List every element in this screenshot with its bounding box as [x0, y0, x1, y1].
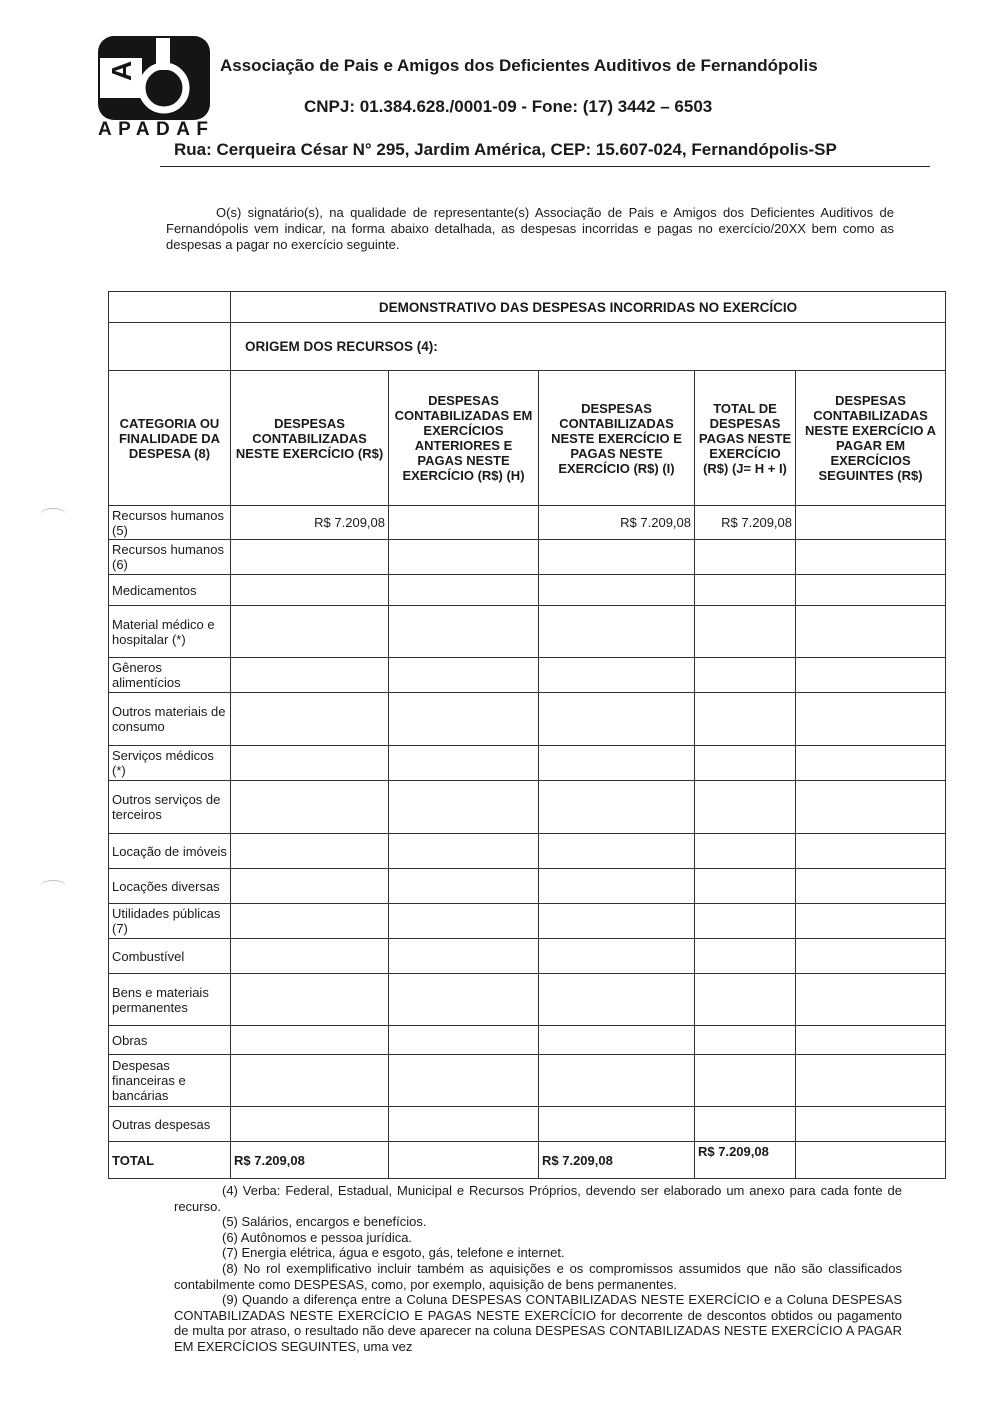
value-cell: [539, 746, 695, 781]
value-cell: [796, 658, 946, 693]
col-header-to-pay: DESPESAS CONTABILIZADAS NESTE EXERCÍCIO A PAGAR EM EXERCÍCIOS SEGUINTES (R$): [796, 371, 946, 506]
value-cell: [389, 575, 539, 606]
punch-hole-mark: [40, 880, 66, 893]
category-cell: Material médico e hospitalar (*): [109, 606, 231, 658]
value-cell: [231, 746, 389, 781]
cnpj-phone-line: CNPJ: 01.384.628./0001-09 - Fone: (17) 3442 – 6503: [304, 97, 713, 116]
intro-paragraph: [166, 205, 894, 253]
value-cell: [695, 575, 796, 606]
value-cell: [231, 781, 389, 834]
value-cell: [695, 658, 796, 693]
table-row: [109, 606, 946, 658]
category-cell: Recursos humanos (5): [109, 506, 231, 540]
intro-text: O(s) signatário(s), na qualidade de representante(s) Associação de Pais e Amigos dos Deficientes Auditivos de Fernandópolis vem indicar, na forma abaixo detalhada, as despesas incorridas e pagas no exercício/20XX bem como as despesas a pagar no exercício seguinte.: [166, 205, 894, 252]
footnote: (8) No rol exemplificativo incluir também as aquisições e os compromissos assumidos que não são classificados contabilmente como DESPESAS, como, por exemplo, aquisição de bens permanentes.: [174, 1260, 902, 1292]
value-cell: [389, 658, 539, 693]
table-row: [109, 904, 946, 939]
total-cell: [796, 1142, 946, 1179]
value-cell: [695, 974, 796, 1026]
category-cell: Outras despesas: [109, 1107, 231, 1142]
value-cell: [389, 974, 539, 1026]
value-cell: [695, 781, 796, 834]
value-cell: [539, 1055, 695, 1107]
value-cell: [796, 1107, 946, 1142]
value-cell: [539, 1107, 695, 1142]
value-cell: [796, 869, 946, 904]
footnote: (4) Verba: Federal, Estadual, Municipal e Recursos Próprios, devendo ser elaborado um anexo para cada fonte de recurso.: [174, 1183, 902, 1214]
total-label: TOTAL: [109, 1142, 231, 1179]
footnote: (5) Salários, encargos e benefícios.: [222, 1214, 427, 1230]
value-cell: [796, 606, 946, 658]
value-cell: [796, 746, 946, 781]
value-cell: [695, 540, 796, 575]
table-row: [109, 746, 946, 781]
table-row: [109, 506, 946, 540]
value-cell: [796, 1026, 946, 1055]
value-cell: [231, 540, 389, 575]
value-cell: [389, 693, 539, 746]
value-cell: [796, 575, 946, 606]
footnote: (6) Autônomos e pessoa jurídica.: [222, 1229, 413, 1245]
value-cell: [695, 1107, 796, 1142]
table-row: [109, 1107, 946, 1142]
value-cell: [231, 658, 389, 693]
footnotes: [174, 1183, 902, 1355]
col-header-previous-paid: DESPESAS CONTABILIZADAS EM EXERCÍCIOS ANTERIORES E PAGAS NESTE EXERCÍCIO (R$) (H): [389, 371, 539, 506]
column-header-row: [109, 371, 946, 506]
category-cell: Medicamentos: [109, 575, 231, 606]
value-cell: [389, 1026, 539, 1055]
value-cell: [695, 606, 796, 658]
origin-row: [109, 323, 946, 371]
table-body: [109, 506, 946, 1142]
col-header-accounted: DESPESAS CONTABILIZADAS NESTE EXERCÍCIO (R$): [231, 371, 389, 506]
value-cell: [389, 506, 539, 540]
category-cell: Recursos humanos (6): [109, 540, 231, 575]
table-row: [109, 834, 946, 869]
total-cell: R$ 7.209,08: [539, 1142, 695, 1179]
value-cell: [539, 606, 695, 658]
value-cell: [695, 693, 796, 746]
value-cell: [231, 1026, 389, 1055]
value-cell: [231, 1107, 389, 1142]
value-cell: [539, 974, 695, 1026]
value-cell: [796, 834, 946, 869]
value-cell: [796, 506, 946, 540]
value-cell: R$ 7.209,08: [231, 506, 389, 540]
table-row: [109, 939, 946, 974]
value-cell: [539, 540, 695, 575]
category-cell: Locações diversas: [109, 869, 231, 904]
footnote: (9) Quando a diferença entre a Coluna DESPESAS CONTABILIZADAS NESTE EXERCÍCIO e a Coluna DESPESAS CONTABILIZADAS NESTE EXERCÍCIO E PAGAS NESTE EXERCÍCIO for decorrente de descontos obtidos ou pagamento de multa por atraso, o resultado não deve aparecer na coluna DESPESAS CONTABILIZADAS NESTE EXERCÍCIO A PAGAR EM EXERCÍCIOS SEGUINTES, uma vez: [174, 1292, 902, 1354]
value-cell: [539, 575, 695, 606]
table-row: [109, 781, 946, 834]
value-cell: [539, 1026, 695, 1055]
value-cell: [231, 606, 389, 658]
value-cell: [389, 939, 539, 974]
value-cell: [695, 1055, 796, 1107]
punch-hole-mark: [40, 508, 66, 521]
value-cell: [796, 1055, 946, 1107]
value-cell: R$ 7.209,08: [695, 506, 796, 540]
category-cell: Outros materiais de consumo: [109, 693, 231, 746]
value-cell: [389, 540, 539, 575]
table-title-row: [109, 292, 946, 323]
category-cell: Utilidades públicas (7): [109, 904, 231, 939]
value-cell: [231, 834, 389, 869]
value-cell: [231, 575, 389, 606]
total-cell: [389, 1142, 539, 1179]
table-row: [109, 869, 946, 904]
category-cell: Locação de imóveis: [109, 834, 231, 869]
value-cell: [695, 869, 796, 904]
value-cell: [231, 1055, 389, 1107]
value-cell: [539, 781, 695, 834]
value-cell: [695, 834, 796, 869]
apadaf-logo: [96, 34, 214, 138]
total-cell: R$ 7.209,08: [695, 1142, 796, 1179]
value-cell: [796, 904, 946, 939]
total-cell: R$ 7.209,08: [231, 1142, 389, 1179]
value-cell: [389, 746, 539, 781]
value-cell: [695, 746, 796, 781]
table-title: DEMONSTRATIVO DAS DESPESAS INCORRIDAS NO EXERCÍCIO: [231, 292, 946, 323]
value-cell: [389, 869, 539, 904]
table-row: [109, 1026, 946, 1055]
table-row: [109, 575, 946, 606]
value-cell: [539, 939, 695, 974]
header-divider: [160, 166, 930, 167]
value-cell: [539, 658, 695, 693]
value-cell: [796, 939, 946, 974]
table-row: [109, 974, 946, 1026]
value-cell: R$ 7.209,08: [539, 506, 695, 540]
value-cell: [695, 939, 796, 974]
value-cell: [231, 974, 389, 1026]
value-cell: [389, 606, 539, 658]
value-cell: [389, 1107, 539, 1142]
table-row: [109, 658, 946, 693]
value-cell: [231, 693, 389, 746]
table-row: [109, 1055, 946, 1107]
logo-letter: A: [106, 60, 137, 81]
org-name: Associação de Pais e Amigos dos Deficientes Auditivos de Fernandópolis: [220, 56, 818, 75]
expenses-table: [108, 291, 946, 1179]
table-row: [109, 693, 946, 746]
value-cell: [231, 904, 389, 939]
value-cell: [695, 1026, 796, 1055]
category-cell: Gêneros alimentícios: [109, 658, 231, 693]
category-cell: Despesas financeiras e bancárias: [109, 1055, 231, 1107]
value-cell: [796, 974, 946, 1026]
col-header-current-paid: DESPESAS CONTABILIZADAS NESTE EXERCÍCIO E PAGAS NESTE EXERCÍCIO (R$) (I): [539, 371, 695, 506]
table-row: [109, 540, 946, 575]
value-cell: [231, 939, 389, 974]
address-line: Rua: Cerqueira César N° 295, Jardim América, CEP: 15.607-024, Fernandópolis-SP: [174, 140, 837, 159]
total-row: [109, 1142, 946, 1179]
logo-text: APADAF: [98, 119, 208, 138]
value-cell: [539, 904, 695, 939]
value-cell: [389, 834, 539, 869]
value-cell: [231, 869, 389, 904]
value-cell: [796, 540, 946, 575]
category-cell: Bens e materiais permanentes: [109, 974, 231, 1026]
value-cell: [389, 1055, 539, 1107]
value-cell: [796, 693, 946, 746]
value-cell: [389, 781, 539, 834]
value-cell: [796, 781, 946, 834]
value-cell: [695, 904, 796, 939]
value-cell: [539, 834, 695, 869]
footnote: (7) Energia elétrica, água e esgoto, gás, telefone e internet.: [222, 1245, 565, 1261]
col-header-category: CATEGORIA OU FINALIDADE DA DESPESA (8): [109, 371, 231, 506]
value-cell: [539, 693, 695, 746]
category-cell: Outros serviços de terceiros: [109, 781, 231, 834]
category-cell: Serviços médicos (*): [109, 746, 231, 781]
category-cell: Combustível: [109, 939, 231, 974]
origin-label: ORIGEM DOS RECURSOS (4):: [231, 323, 946, 371]
value-cell: [389, 904, 539, 939]
category-cell: Obras: [109, 1026, 231, 1055]
col-header-total-paid: TOTAL DE DESPESAS PAGAS NESTE EXERCÍCIO (R$) (J= H + I): [695, 371, 796, 506]
value-cell: [539, 869, 695, 904]
